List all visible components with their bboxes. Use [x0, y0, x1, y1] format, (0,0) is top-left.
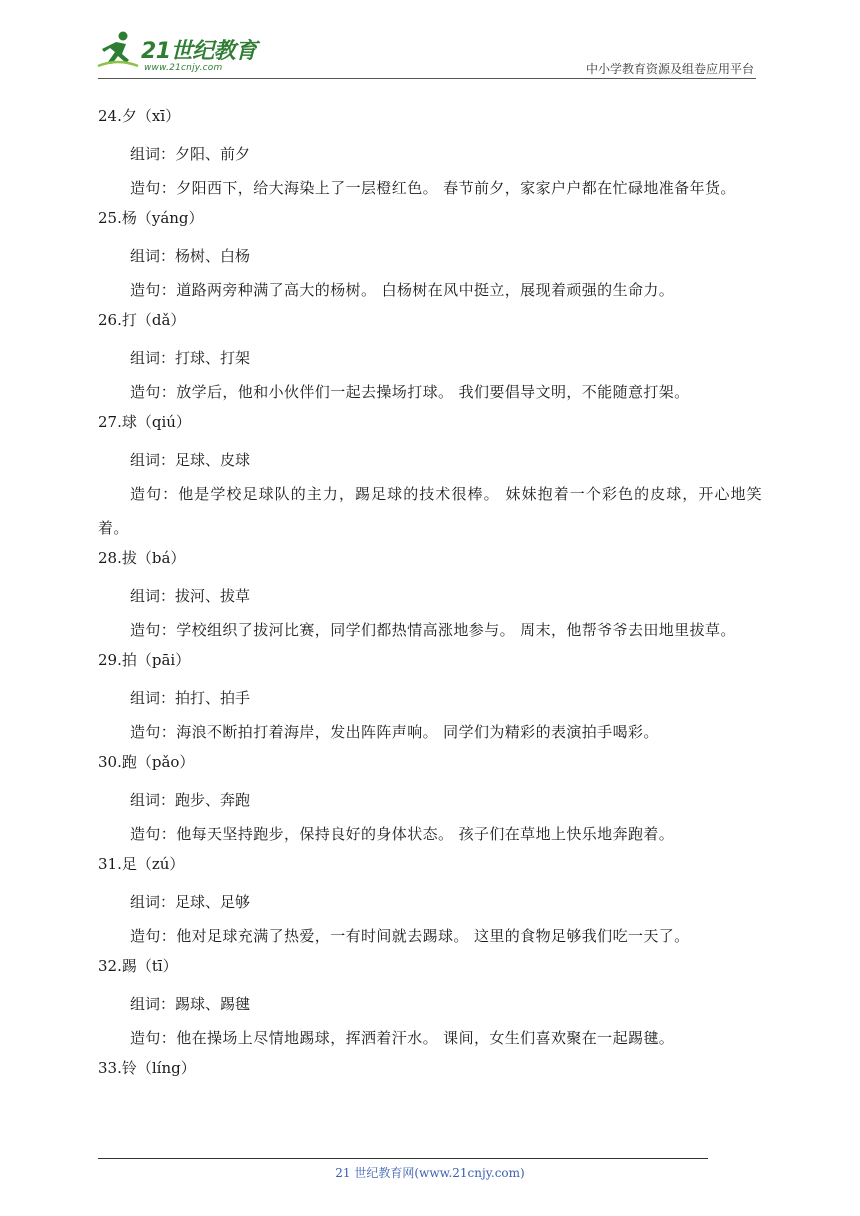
entry-title: 31.足（zú）: [98, 855, 185, 873]
entry-words: 组词：踢球、踢毽: [130, 995, 251, 1013]
entry-title: 28.拔（bá）: [98, 549, 186, 567]
entry-28: [98, 545, 762, 647]
header-divider: [98, 78, 756, 79]
entry-words: 组词：跑步、奔跑: [130, 791, 251, 809]
vocabulary-list: [98, 103, 762, 1089]
entry-sentences: 造句：夕阳西下，给大海染上了一层橙红色。 春节前夕，家家户户都在忙碌地准备年货。: [130, 179, 736, 197]
entry-words: 组词：夕阳、前夕: [130, 145, 251, 163]
entry-title: 32.踢（tī）: [98, 957, 178, 975]
entry-27: [98, 409, 762, 545]
entry-31: [98, 851, 762, 953]
entry-title: 29.拍（pāi）: [98, 651, 191, 669]
runner-icon: [96, 30, 140, 72]
entry-25: [98, 205, 762, 307]
entry-title: 24.夕（xī）: [98, 107, 181, 125]
page-header: [0, 0, 860, 80]
entry-sentences: 造句：他对足球充满了热爱，一有时间就去踢球。 这里的食物足够我们吃一天了。: [130, 927, 690, 945]
entry-32: [98, 953, 762, 1055]
entry-sentences: 造句：道路两旁种满了高大的杨树。 白杨树在风中挺立，展现着顽强的生命力。: [130, 281, 675, 299]
site-logo[interactable]: [96, 30, 266, 78]
entry-words: 组词：杨树、白杨: [130, 247, 251, 265]
entry-sentences: 造句：他是学校足球队的主力，踢足球的技术很棒。 妹妹抱着一个彩色的皮球，开心地笑着。: [98, 485, 762, 537]
entry-title: 33.铃（líng）: [98, 1059, 196, 1077]
entry-words: 组词：足球、足够: [130, 893, 251, 911]
entry-33: [98, 1055, 762, 1089]
entry-29: [98, 647, 762, 749]
footer-link[interactable]: 21 世纪教育网(www.21cnjy.com): [335, 1166, 525, 1180]
entry-words: 组词：足球、皮球: [130, 451, 251, 469]
logo-text: 21世纪教育: [141, 39, 257, 64]
entry-sentences: 造句：他在操场上尽情地踢球，挥洒着汗水。 课间，女生们喜欢聚在一起踢毽。: [130, 1029, 675, 1047]
entry-30: [98, 749, 762, 851]
entry-sentences: 造句：他每天坚持跑步，保持良好的身体状态。 孩子们在草地上快乐地奔跑着。: [130, 825, 675, 843]
platform-name: 中小学教育资源及组卷应用平台: [585, 62, 754, 76]
entry-sentences: 造句：放学后，他和小伙伴们一起去操场打球。 我们要倡导文明，不能随意打架。: [130, 383, 690, 401]
entry-words: 组词：打球、打架: [130, 349, 251, 367]
entry-sentences: 造句：海浪不断拍打着海岸，发出阵阵声响。 同学们为精彩的表演拍手喝彩。: [130, 723, 659, 741]
entry-title: 30.跑（pǎo）: [98, 753, 195, 771]
entry-words: 组词：拔河、拔草: [130, 587, 251, 605]
entry-24: [98, 103, 762, 205]
footer-divider: [98, 1158, 708, 1159]
logo-url: www.21cnjy.com: [144, 63, 223, 73]
entry-title: 27.球（qiú）: [98, 413, 191, 431]
entry-sentences: 造句：学校组织了拔河比赛，同学们都热情高涨地参与。 周末，他帮爷爷去田地里拔草。: [130, 621, 736, 639]
entry-title: 26.打（dǎ）: [98, 311, 186, 329]
entry-words: 组词：拍打、拍手: [130, 689, 251, 707]
entry-26: [98, 307, 762, 409]
entry-title: 25.杨（yáng）: [98, 209, 204, 227]
